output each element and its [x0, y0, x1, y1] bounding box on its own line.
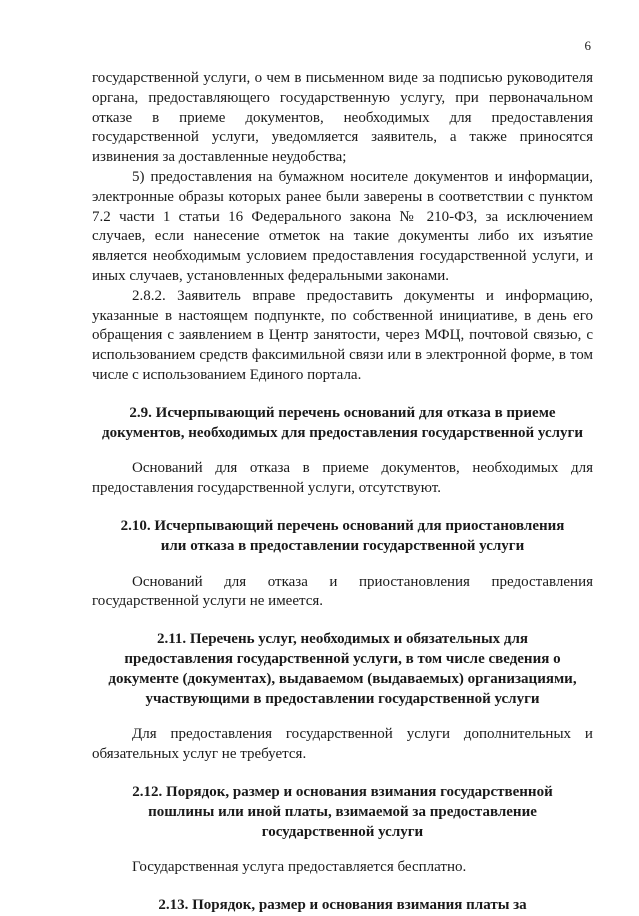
paragraph-2-11 — [92, 725, 593, 765]
word: услуги — [406, 726, 451, 743]
section-heading-2-10 — [92, 517, 593, 557]
heading-line: предоставления государственной услуги, в том числе сведения о — [124, 650, 561, 667]
paragraph-item-5: 5) предоставления на бумажном носителе документов и информации, электронные образы которых ранее были заверены в соответствии с пунктом 7.2 части 1 статьи 16 Федерального закона № 210-ФЗ, за исключением случаев, если нанесение отметок на такие документы либо их изъятие является необходимым условием предоставления государственной услуги, и иных случаев, установленных федеральными законами. — [92, 168, 593, 284]
heading-line: участвующими в предоставлении государственной услуги — [145, 690, 540, 707]
heading-line: государственной услуги — [261, 823, 424, 840]
heading-line: 2.12. Порядок, размер и основания взимания государственной — [132, 783, 553, 800]
paragraph-2-10 — [92, 573, 593, 613]
heading-line: 2.13. Порядок, размер и основания взимания платы за — [158, 897, 527, 914]
word: предоставления — [170, 726, 273, 743]
word: дополнительных — [463, 726, 572, 743]
paragraph-first-line — [92, 573, 593, 593]
word: предоставления — [491, 573, 593, 590]
heading-line: документе (документах), выдаваемом (выдаваемых) организациями, — [108, 670, 577, 687]
section-heading-2-9 — [92, 404, 593, 444]
heading-line: 2.10. Исчерпывающий перечень оснований для приостановления — [120, 517, 565, 534]
page-number: 6 — [584, 38, 591, 53]
paragraph-last-line: обязательных услуг не требуется. — [92, 746, 307, 763]
word: государственной — [285, 726, 393, 743]
paragraph-2-12: Государственная услуга предоставляется бесплатно. — [132, 859, 467, 876]
paragraph-continuation: государственной услуги, о чем в письменном виде за подписью руководителя органа, предоставляющего государственную услугу, при первоначальном отказе в приеме документов, необходимых для предоставления государственной услуги, уведомляется заявитель, а также приносятся извинения за доставленные неудобства; — [92, 70, 593, 166]
section-heading-2-11 — [92, 630, 593, 709]
paragraph-2-8-2: 2.8.2. Заявитель вправе предоставить документы и информацию, указанные в настоящем подпункте, по собственной инициативе, в день его обращения с заявлением в Центр занятости, через МФЦ, почтовой связью, с использованием средств факсимильной связи или в электронной форме, в том числе с использованием Единого портала. — [92, 287, 593, 383]
paragraph-2-9: Оснований для отказа в приеме документов, необходимых для предоставления государственной услуги, отсутствуют. — [92, 460, 593, 497]
heading-line: пошлины или иной платы, взимаемой за предоставление — [148, 803, 537, 820]
word: Для — [132, 726, 157, 743]
heading-line: документов, необходимых для предоставления государственной услуги — [101, 424, 584, 441]
word: приостановления — [358, 573, 470, 590]
word: и — [584, 726, 593, 743]
heading-line: 2.11. Перечень услуг, необходимых и обязательных для — [156, 631, 529, 648]
paragraph-last-line: государственной услуги не имеется. — [92, 593, 324, 610]
heading-line: 2.9. Исчерпывающий перечень оснований для отказа в приеме — [129, 404, 556, 421]
paragraph-first-line — [92, 725, 593, 745]
word: Оснований — [132, 573, 203, 590]
heading-line: или отказа в предоставлении государственной услуги — [160, 537, 525, 554]
document-body — [92, 69, 593, 916]
word: отказа — [267, 573, 308, 590]
word: и — [329, 573, 338, 590]
section-heading-2-13 — [92, 896, 593, 916]
word: для — [224, 573, 247, 590]
section-heading-2-12 — [92, 783, 593, 842]
